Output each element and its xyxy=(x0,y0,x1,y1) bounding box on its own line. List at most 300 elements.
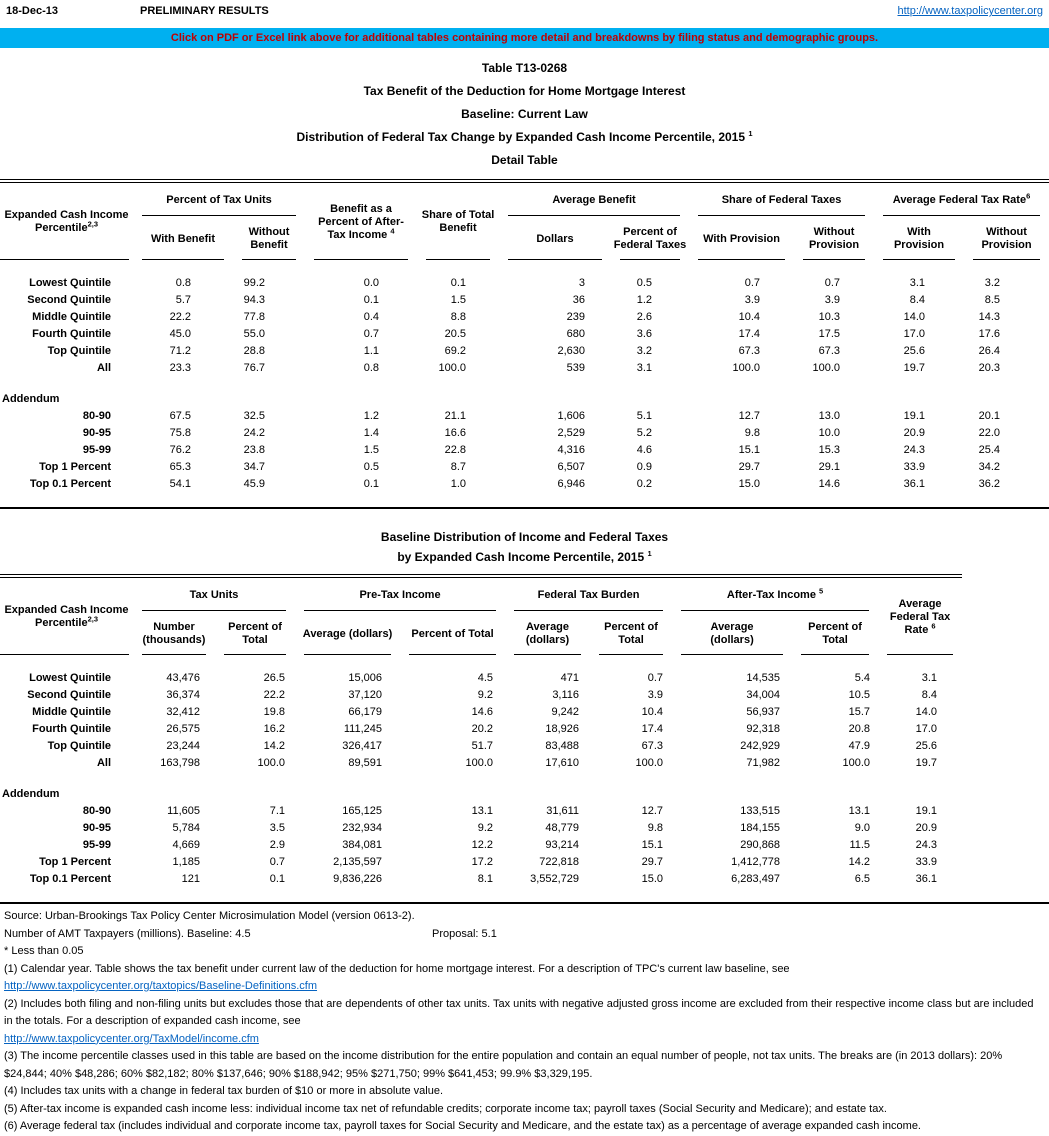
group-header-row xyxy=(0,576,962,612)
cell: 3 xyxy=(578,277,586,289)
cell: 77.8 xyxy=(243,311,266,323)
cell: 22.0 xyxy=(978,427,1001,439)
cell: 22.2 xyxy=(263,689,286,701)
cell: 75.8 xyxy=(169,427,191,439)
cell: 15.1 xyxy=(738,444,761,456)
group-average-federal-tax-rate: Average Federal Tax Rate$^6$ xyxy=(874,181,1049,217)
cell: 14.6 xyxy=(471,706,494,718)
table-row xyxy=(0,326,1049,343)
date-label: 18-Dec-13 xyxy=(6,5,58,17)
cell: 17,610 xyxy=(545,757,580,769)
stub-line1: Expanded Cash Income xyxy=(4,209,129,221)
spacer-cell xyxy=(0,493,1049,508)
table-row xyxy=(0,425,1049,442)
cell: 13.1 xyxy=(848,805,871,817)
cell: 6,507 xyxy=(557,461,586,473)
cell: 1.2 xyxy=(363,410,380,422)
section-row xyxy=(0,786,962,803)
cell: 0.1 xyxy=(269,873,286,885)
cell: 20.5 xyxy=(444,328,467,340)
cell: 14.2 xyxy=(848,856,871,868)
col-percent-of-federal-taxes: Percent of Federal Taxes xyxy=(611,217,689,261)
table-row xyxy=(0,442,1049,459)
cell: 165,125 xyxy=(342,805,383,817)
baseline-distribution-table xyxy=(0,574,962,902)
col-percent-of-total-aftertax: Percent of Total xyxy=(792,612,878,656)
spacer-row xyxy=(0,261,1049,275)
cell: 100.0 xyxy=(635,757,664,769)
col-average-dollars-burden: Average (dollars) xyxy=(505,612,590,656)
cell: 23,244 xyxy=(166,740,200,752)
cell: 5.1 xyxy=(636,410,653,422)
stub-line2: Percentile xyxy=(34,617,88,629)
cell: 33.9 xyxy=(903,461,926,473)
cell: 67.3 xyxy=(738,345,761,357)
cell: 17.4 xyxy=(738,328,761,340)
cell: 17.0 xyxy=(903,328,926,340)
cell: 45.0 xyxy=(169,328,191,340)
cell: 9.8 xyxy=(744,427,761,439)
cell: 242,929 xyxy=(740,740,781,752)
row-label: Second Quintile xyxy=(27,689,111,701)
cell: 6,946 xyxy=(557,478,586,490)
col-percent-of-total-burden: Percent of Total xyxy=(590,612,672,656)
cell: 471 xyxy=(560,672,580,684)
section-row xyxy=(0,391,1049,408)
cell: 9,242 xyxy=(551,706,580,718)
income-definition-link[interactable]: http://www.taxpolicycenter.org/TaxModel/income.cfm xyxy=(4,1032,259,1045)
cell: 76.7 xyxy=(243,362,266,374)
stub-header xyxy=(0,576,133,656)
cell: 31,611 xyxy=(546,805,580,817)
cell: 0.7 xyxy=(269,856,286,868)
cell: 5.7 xyxy=(175,294,191,306)
cell: 3.9 xyxy=(647,689,664,701)
source-note: Source: Urban-Brookings Tax Policy Center Microsimulation Model (version 0613-2). xyxy=(4,910,415,922)
footnote-ref-2-3: 2,3 xyxy=(87,219,99,229)
cell: 3.2 xyxy=(636,345,653,357)
cell: 133,515 xyxy=(740,805,781,817)
cell: 3.9 xyxy=(744,294,761,306)
cell: 539 xyxy=(566,362,586,374)
table-row xyxy=(0,721,962,738)
cell: 8.1 xyxy=(477,873,494,885)
note-1: (1) Calendar year. Table shows the tax benefit under current law of the deduction for home mortgage interest. For a description of TPC's current law baseline, see xyxy=(4,962,790,975)
cell: 17.4 xyxy=(641,723,664,735)
cell: 36.1 xyxy=(903,478,926,490)
cell: 37,120 xyxy=(348,689,383,701)
table-row xyxy=(0,837,962,854)
cell: 55.0 xyxy=(243,328,266,340)
cell: 100.0 xyxy=(465,757,494,769)
cell: 163,798 xyxy=(160,757,200,769)
cell: 34,004 xyxy=(746,689,781,701)
row-label: All xyxy=(96,757,111,769)
cell: 23.3 xyxy=(169,362,191,374)
group-header-row xyxy=(0,181,1049,217)
cell: 3,116 xyxy=(552,689,580,701)
section-label: Addendum xyxy=(2,393,60,405)
cell: 89,591 xyxy=(348,757,383,769)
cell: 8.4 xyxy=(921,689,938,701)
table-number: Table T13-0268 xyxy=(481,61,568,75)
cell: 25.6 xyxy=(903,345,926,357)
col-with-provision-share: With Provision xyxy=(689,217,794,261)
cell: 45.9 xyxy=(243,478,266,490)
table-row xyxy=(0,704,962,721)
cell: 6.5 xyxy=(854,873,871,885)
group-pre-tax-income: Pre-Tax Income xyxy=(295,576,505,612)
cell: 32,412 xyxy=(166,706,200,718)
cell: 290,868 xyxy=(740,839,781,851)
row-label: Top 1 Percent xyxy=(39,856,111,868)
note-6: (6) Average federal tax (includes individual and corporate income tax, payroll taxes for Social Security and Medicare, and the estate tax) as a percentage of average expanded cash income. xyxy=(4,1120,921,1132)
cell: 2,529 xyxy=(557,427,586,439)
cell: 0.7 xyxy=(647,672,664,684)
cell: 19.1 xyxy=(903,410,926,422)
group-after-tax-income: After-Tax Income $^5$ xyxy=(672,576,878,612)
col-without-benefit: Without Benefit xyxy=(233,217,305,261)
row-label: 95-99 xyxy=(82,839,111,851)
cell: 10.0 xyxy=(818,427,841,439)
cell: 24.3 xyxy=(915,839,938,851)
table-row xyxy=(0,820,962,837)
group-tax-units: Tax Units xyxy=(133,576,295,612)
spacer-cell xyxy=(0,772,962,786)
cell: 67.5 xyxy=(169,410,191,422)
table-row xyxy=(0,803,962,820)
spacer-cell xyxy=(0,656,962,670)
section-label: Addendum xyxy=(2,788,60,800)
row-label: All xyxy=(96,362,111,374)
row-label: Second Quintile xyxy=(27,294,111,306)
cell: 19.7 xyxy=(903,362,926,374)
group-share-of-federal-taxes: Share of Federal Taxes xyxy=(689,181,874,217)
cell: 3.6 xyxy=(636,328,653,340)
cell: 0.9 xyxy=(636,461,653,473)
cell: 24.2 xyxy=(243,427,266,439)
col-with-benefit: With Benefit xyxy=(133,217,233,261)
col-average-dollars-aftertax: Average (dollars) xyxy=(672,612,792,656)
col-percent-of-total-pretax: Percent of Total xyxy=(400,612,505,656)
cell: 36 xyxy=(572,294,586,306)
footnote-ref-6: 6 xyxy=(931,620,936,630)
note-5: (5) After-tax income is expanded cash income less: individual income tax net of refundable credits; corporate income tax; payroll taxes (Social Security and Medicare); and estate tax. xyxy=(4,1102,887,1115)
spacer-row xyxy=(0,656,962,670)
row-label: Lowest Quintile xyxy=(29,672,111,684)
spacer-cell xyxy=(0,261,1049,275)
cell: 8.5 xyxy=(984,294,1001,306)
cell: 9.8 xyxy=(647,822,664,834)
cell: 14.3 xyxy=(978,311,1001,323)
cell: 326,417 xyxy=(342,740,383,752)
preliminary-results-label: PRELIMINARY RESULTS xyxy=(140,5,269,17)
table-row xyxy=(0,275,1049,292)
col-average-dollars-pretax: Average (dollars) xyxy=(295,612,400,656)
col-average-federal-tax-rate: Average Federal Tax Rate $^6$ xyxy=(878,576,962,656)
baseline-title-line1: Baseline Distribution of Income and Federal Taxes xyxy=(380,530,669,544)
table-row xyxy=(0,360,1049,377)
cell: 4,316 xyxy=(557,444,586,456)
cell: 5,784 xyxy=(172,822,200,834)
cell: 65.3 xyxy=(169,461,191,473)
cell: 4.5 xyxy=(477,672,494,684)
table-row xyxy=(0,738,962,755)
cell: 26,575 xyxy=(166,723,200,735)
cell: 1.0 xyxy=(450,478,467,490)
cell: 1,606 xyxy=(557,410,586,422)
col-percent-of-total-units: Percent of Total xyxy=(215,612,295,656)
cell: 10.5 xyxy=(848,689,871,701)
cell: 111,245 xyxy=(343,723,383,735)
cell: 384,081 xyxy=(342,839,383,851)
cell: 8.4 xyxy=(909,294,926,306)
cell: 0.1 xyxy=(363,478,380,490)
stub-header xyxy=(0,181,133,261)
row-label: Top 1 Percent xyxy=(39,461,111,473)
cell: 56,937 xyxy=(746,706,781,718)
note-3: (3) The income percentile classes used in this table are based on the income distribution for the entire population and contain an equal number of people, not tax units. The breaks are (in 2013 dollars): 20% $24,844; 40% $48,286; 60% $82,182; 80% $137,646; 90% $188,942; 95% $271,750; 99% $641,453; 99.9% $3,329,195. xyxy=(4,1050,1003,1080)
cell: 32.5 xyxy=(243,410,266,422)
cell: 14.6 xyxy=(818,478,841,490)
cell: 1.5 xyxy=(363,444,380,456)
cell: 3.1 xyxy=(909,277,926,289)
row-label: Middle Quintile xyxy=(32,706,111,718)
row-label: Top 0.1 Percent xyxy=(29,478,111,490)
cell: 3,552,729 xyxy=(530,873,580,885)
table-row xyxy=(0,755,962,772)
cell: 0.2 xyxy=(636,478,653,490)
info-banner: Click on PDF or Excel link above for additional tables containing more detail and breakdowns by filing status and demographic groups. xyxy=(0,28,1049,48)
cell: 121 xyxy=(181,873,200,885)
cell: 67.3 xyxy=(818,345,841,357)
cell: 0.7 xyxy=(824,277,841,289)
footnote-ref-1: 1 xyxy=(748,129,753,138)
col-without-provision-rate: Without Provision xyxy=(964,217,1049,261)
row-label: Fourth Quintile xyxy=(32,723,111,735)
cell: 20.9 xyxy=(903,427,926,439)
cell: 99.2 xyxy=(243,277,266,289)
cell: 7.1 xyxy=(269,805,286,817)
title-block xyxy=(0,57,1049,172)
cell: 0.5 xyxy=(363,461,380,473)
cell: 15,006 xyxy=(348,672,383,684)
cell: 43,476 xyxy=(166,672,200,684)
cell: 100.0 xyxy=(257,757,286,769)
cell: 20.8 xyxy=(848,723,871,735)
cell: 29.7 xyxy=(738,461,761,473)
row-label: 80-90 xyxy=(82,410,111,422)
cell: 28.8 xyxy=(243,345,266,357)
baseline-definitions-link[interactable]: http://www.taxpolicycenter.org/taxtopics/Baseline-Definitions.cfm xyxy=(4,980,318,992)
cell: 100.0 xyxy=(842,757,871,769)
baseline-subtitle: Baseline: Current Law xyxy=(461,107,588,121)
cell: 15.0 xyxy=(738,478,761,490)
col-benefit-as-percent-of-after-tax-income: Benefit as a Percent of After-Tax Income $^4$ xyxy=(305,181,417,261)
cell: 34.2 xyxy=(978,461,1001,473)
cell: 67.3 xyxy=(641,740,664,752)
cell: 0.4 xyxy=(363,311,380,323)
cell: 184,155 xyxy=(740,822,781,834)
sub-header-row xyxy=(0,612,962,656)
spacer-cell xyxy=(0,377,1049,391)
cell: 12.7 xyxy=(641,805,664,817)
col-dollars: Dollars xyxy=(499,217,611,261)
cell: 232,934 xyxy=(342,822,383,834)
cell: 36,374 xyxy=(166,689,200,701)
cell: 15.0 xyxy=(641,873,664,885)
footnote-ref-5: 5 xyxy=(819,585,824,595)
cell: 12.7 xyxy=(738,410,761,422)
cell: 54.1 xyxy=(169,478,191,490)
cell: 10.3 xyxy=(818,311,841,323)
amt-note xyxy=(4,926,1045,944)
cell: 29.7 xyxy=(641,856,664,868)
cell: 13.0 xyxy=(818,410,841,422)
cell: 0.5 xyxy=(636,277,653,289)
table-row xyxy=(0,670,962,687)
cell: 0.8 xyxy=(363,362,380,374)
cell: 1.5 xyxy=(450,294,467,306)
cell: 22.2 xyxy=(169,311,191,323)
group-percent-of-tax-units: Percent of Tax Units xyxy=(133,181,305,217)
cell: 71.2 xyxy=(169,345,191,357)
table-row xyxy=(0,408,1049,425)
stub-line1: Expanded Cash Income xyxy=(4,604,129,616)
baseline-table-body xyxy=(0,656,962,902)
table-row xyxy=(0,309,1049,326)
note-4: (4) Includes tax units with a change in federal tax burden of $10 or more in absolute value. xyxy=(4,1085,444,1097)
cell: 9,836,226 xyxy=(333,873,383,885)
cell: 9.2 xyxy=(477,822,494,834)
cell: 100.0 xyxy=(812,362,841,374)
cell: 2.9 xyxy=(269,839,286,851)
table-row xyxy=(0,343,1049,360)
cell: 83,488 xyxy=(545,740,580,752)
cell: 69.2 xyxy=(444,345,467,357)
cell: 1,412,778 xyxy=(731,856,781,868)
cell: 10.4 xyxy=(641,706,664,718)
cell: 0.1 xyxy=(450,277,467,289)
row-label: 90-95 xyxy=(82,822,111,834)
cell: 10.4 xyxy=(738,311,761,323)
cell: 11.5 xyxy=(849,839,871,851)
spacer-row xyxy=(0,772,962,786)
cell: 19.8 xyxy=(263,706,286,718)
cell: 0.1 xyxy=(363,294,380,306)
cell: 36.1 xyxy=(915,873,938,885)
cell: 100.0 xyxy=(438,362,467,374)
row-label: Top 0.1 Percent xyxy=(29,873,111,885)
baseline-table-title xyxy=(0,527,1049,567)
cell: 4,669 xyxy=(172,839,200,851)
cell: 20.3 xyxy=(978,362,1001,374)
cell: 14.0 xyxy=(903,311,926,323)
less-than-note: * Less than 0.05 xyxy=(4,945,84,957)
cell: 1.2 xyxy=(636,294,653,306)
footnote-ref-2-3: 2,3 xyxy=(87,614,99,624)
note-2: (2) Includes both filing and non-filing units but excludes those that are dependents of other tax units. Tax units with negative adjusted gross income are excluded from their respective income class but are included in the totals. For a description of expanded cash income, see xyxy=(4,997,1034,1027)
distribution-subtitle xyxy=(0,126,1049,149)
stub-line2: Percentile xyxy=(34,222,88,234)
row-label: Top Quintile xyxy=(47,345,111,357)
table-row xyxy=(0,871,962,888)
spacer-cell xyxy=(0,888,962,902)
spacer-row xyxy=(0,493,1049,508)
table-row xyxy=(0,476,1049,493)
cell: 3.9 xyxy=(824,294,841,306)
table-row xyxy=(0,687,962,704)
cell: 71,982 xyxy=(746,757,781,769)
col-with-provision-rate: With Provision xyxy=(874,217,964,261)
cell: 11,605 xyxy=(167,805,200,817)
footnotes xyxy=(0,904,1049,1136)
cell: 2,135,597 xyxy=(333,856,383,868)
cell: 14,535 xyxy=(746,672,781,684)
spacer-row xyxy=(0,377,1049,391)
cell: 13.1 xyxy=(471,805,494,817)
cell: 239 xyxy=(566,311,586,323)
cell: 17.5 xyxy=(818,328,841,340)
top-bar xyxy=(0,0,1049,17)
table-row xyxy=(0,459,1049,476)
baseline-title-line2: by Expanded Cash Income Percentile, 2015 $^1$ xyxy=(397,549,652,564)
cell: 9.0 xyxy=(854,822,871,834)
cell: 33.9 xyxy=(915,856,938,868)
table-title: Tax Benefit of the Deduction for Home Mortgage Interest xyxy=(363,84,686,98)
cell: 0.8 xyxy=(175,277,191,289)
spacer-row xyxy=(0,888,962,902)
cell: 34.7 xyxy=(243,461,266,473)
cell: 2.6 xyxy=(636,311,653,323)
footnote-ref-6: 6 xyxy=(1026,190,1031,200)
taxpolicycenter-link[interactable]: http://www.taxpolicycenter.org xyxy=(897,5,1043,17)
cell: 25.4 xyxy=(978,444,1001,456)
cell: 94.3 xyxy=(243,294,266,306)
cell: 722,818 xyxy=(539,856,580,868)
row-label: 95-99 xyxy=(82,444,111,456)
cell: 17.0 xyxy=(915,723,938,735)
cell: 51.7 xyxy=(471,740,494,752)
cell: 2,630 xyxy=(557,345,586,357)
cell: 66,179 xyxy=(348,706,383,718)
row-label: Top Quintile xyxy=(47,740,111,752)
row-label: 80-90 xyxy=(82,805,111,817)
cell: 12.2 xyxy=(471,839,494,851)
cell: 17.6 xyxy=(978,328,1001,340)
cell: 5.2 xyxy=(636,427,653,439)
tax-benefit-table-body xyxy=(0,261,1049,508)
cell: 16.2 xyxy=(263,723,286,735)
cell: 9.2 xyxy=(477,689,494,701)
cell: 4.6 xyxy=(636,444,653,456)
cell: 6,283,497 xyxy=(731,873,781,885)
sub-header-row xyxy=(0,217,1049,261)
cell: 26.5 xyxy=(263,672,286,684)
cell: 26.4 xyxy=(978,345,1001,357)
cell: 3.5 xyxy=(269,822,286,834)
cell: 3.1 xyxy=(636,362,653,374)
detail-table-label: Detail Table xyxy=(491,153,558,167)
cell: 76.2 xyxy=(169,444,191,456)
cell: 15.7 xyxy=(848,706,871,718)
row-label: Fourth Quintile xyxy=(32,328,111,340)
cell: 0.7 xyxy=(744,277,761,289)
cell: 0.7 xyxy=(363,328,380,340)
cell: 47.9 xyxy=(848,740,871,752)
cell: 8.7 xyxy=(450,461,467,473)
cell: 100.0 xyxy=(732,362,761,374)
